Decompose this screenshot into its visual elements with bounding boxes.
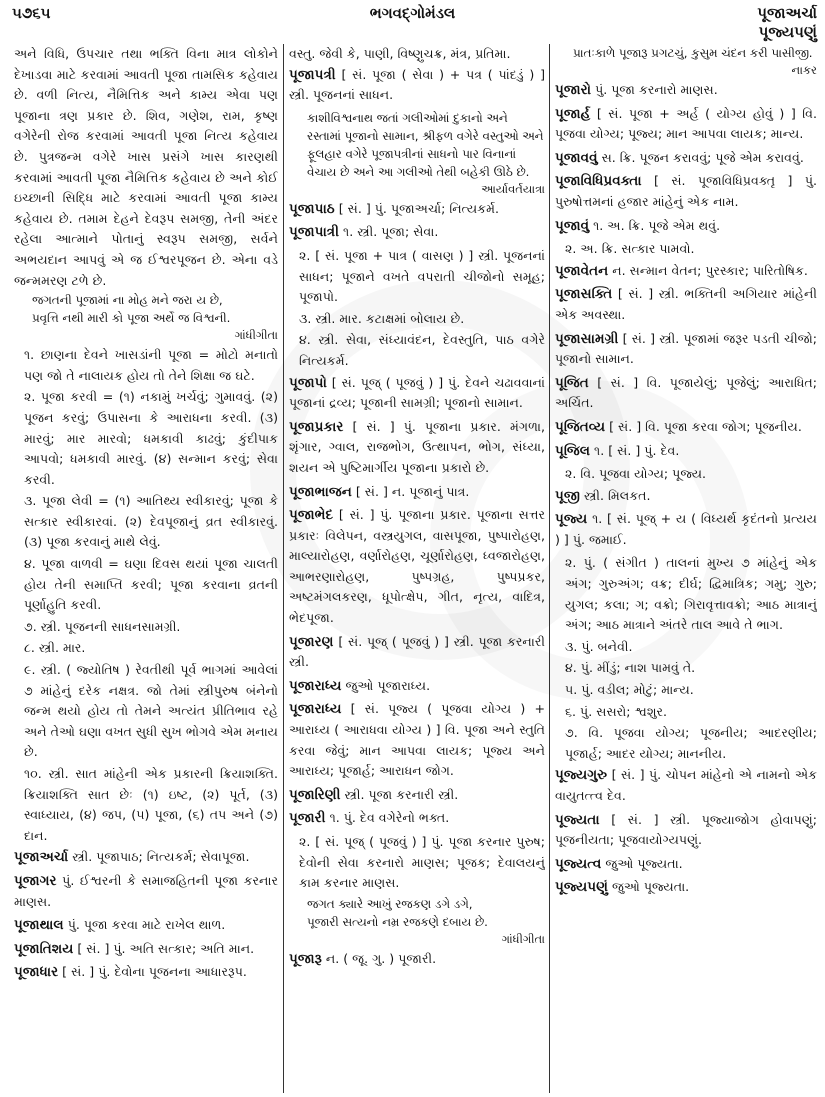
headword: પૂજારો: [555, 82, 592, 98]
sense-definition: ૨. [ સં. પૂજા + પાત્ર ( વાસણ ) ] સ્ત્રી. પૂજનનાં સાધન; પૂજાને વખતે વપરાતી ચીજોનો સમૂહ; પૂજાપો.: [299, 247, 545, 305]
definition-text: [ સં. પૂજ્ય ( પૂજવા યોગ્ય ) + આરાધ્ય ( આરાધવા યોગ્ય ) ] વિ. પૂજા અને સ્તુતિ કરવા જેવું; માન આપવા લાયક; પૂજ્ય અને આરાધ્ય; પૂજાર્હ; આરાધન જોગ.: [289, 701, 545, 779]
sense-definition: ૨. પું. ( સંગીત ) તાલનાં મુખ્ય ૭ માંહેનું એક અંગ; ગુરુઅંગ; વક્ર; દીર્ઘ; દ્વિમાત્રિક; ગમુ; ગુરુ; યુગલ; કલા; ગ; વક્રો; ગિરાવૃત્તાવક્રો; આઠ માત્રાનું અંગ; આઠ માત્રાને અંતરે તાલ આવે તે ભાગ.: [565, 555, 817, 633]
dictionary-entry: [555, 509, 817, 550]
headword: પૂજાથાલ: [14, 917, 64, 934]
headword: પૂજારિણી: [289, 786, 341, 803]
sense-definition: ૨. વિ. પૂજવા યોગ્ય; પૂજ્ય.: [565, 466, 707, 482]
definition-text: [ સં. ] પું. પૂજાઅર્ચા; નિત્યકર્મ.: [338, 200, 499, 216]
dictionary-entry: [555, 417, 817, 438]
headword: પૂજાપત્રી: [289, 66, 336, 83]
quotation-source: ગાંધીગીતા: [501, 931, 545, 946]
dictionary-entry: [555, 148, 817, 169]
dictionary-entry: [289, 676, 545, 697]
sense-definition: ૮. સ્ત્રી. માર.: [24, 640, 86, 656]
definition-text: ન. સન્માન વેતન; પુરસ્કાર; પારિતોષિક.: [612, 262, 808, 278]
headword: પૂજાવેતન: [555, 262, 609, 279]
headword: પૂજાપો: [289, 374, 327, 391]
headword: પૂજાવવું: [555, 149, 598, 166]
quotation-line: પૂજારી સત્યનો નમ્ર રજકણે દબાય છે.: [307, 914, 488, 929]
definition-text: [ સં. પૂજ્ ( પૂજવું ) ] પું. દેવને ચઢાવવાનાં પૂજાનાં દ્રવ્ય; પૂજાની સામગ્રી; પૂજાનો સામાન.: [289, 374, 545, 411]
sense-definition: ૩. પૂજા લેવી = (૧) આતિથ્ય સ્વીકારવું; પૂજા કે સત્કાર સ્વીકારવાં. (૨) દેવપૂજાનું વ્રત સ્વીકારવું. (૩) પૂજા કરવાનું માથે લેવું.: [24, 493, 278, 550]
headword: પૂજાપાત્રી: [289, 224, 340, 241]
dictionary-entry: [289, 949, 545, 970]
definition-text: ૧. અ. ક્રિ. પૂજે એમ થવું.: [593, 217, 721, 233]
dictionary-entry: [555, 80, 817, 101]
sense-definition: ૫. પું. વડીલ; મોટું; માન્ય.: [565, 682, 694, 698]
quotation-source: નાકર: [791, 63, 817, 77]
sense-definition: ૧૦. સ્ત્રી. સાત માંહેની એક પ્રકારની ક્રિયાશક્તિ. ક્રિયાશક્તિ સાત છેઃ (૧) ઇષ્ટ, (૨) પૂર્ત, (૩) સ્વાધ્યાય, (૪) જપ, (૫) પૂજા, (૬) તપ અને (૭) દાન.: [24, 766, 278, 843]
headword: પૂજ્યગુરુ: [555, 767, 608, 784]
headword: પૂજિત: [555, 374, 589, 391]
definition-text: [ સં. ] પું. દેવોના પૂજનના આધારરૂપ.: [62, 964, 247, 980]
headword: પૂજાધાર: [14, 964, 59, 981]
sense-definition: ૩. સ્ત્રી. માર. કટાક્ષમાં બોલાય છે.: [299, 310, 465, 326]
dictionary-entry: [289, 373, 545, 414]
quotation-line: જગતની પૂજામાં ના મોહ મને જરા ય છે,: [32, 293, 223, 308]
dictionary-entry: [555, 329, 817, 370]
definition-text: [ સં. ] સ્ત્રી. પૂજ્યાજોગ હોવાપણું; પૂજનીયતા; પૂજવાયોગ્યપણું.: [555, 811, 817, 848]
headword: પૂજાભાજન: [289, 483, 352, 500]
headword: પૂજાગર: [14, 872, 57, 889]
definition-text: સ્ત્રી. મિલકત.: [583, 487, 651, 503]
quotation-line: પ્રાતઃકાળે પૂજારૂ પ્રગટચું, કુસુમ ચંદન કરી પાસીજી.: [573, 46, 813, 60]
dictionary-entry: [289, 808, 545, 829]
dictionary-entry: [289, 505, 545, 629]
definition-text: સ્ત્રી. પૂજાપાઠ; નિત્યકર્મ; સેવાપૂજા.: [72, 849, 250, 865]
guide-word-last: પૂજ્યપણું: [758, 23, 817, 41]
dictionary-entry: [289, 785, 545, 806]
column-middle: [289, 44, 545, 1093]
definition-text: [ સં. ] સ્ત્રી. પૂજામાં જરૂર પડતી ચીજો; પૂજાનો સામાન.: [555, 330, 817, 367]
headword: પૂજાવિધિપ્રવક્તા: [555, 173, 642, 190]
guide-words: [757, 4, 817, 42]
dictionary-entry: [555, 877, 817, 898]
dictionary-entry: [555, 373, 817, 414]
dictionary-entry: [555, 284, 817, 325]
definition-text: [ સં. ] પું. પૂજાના પ્રકાર. પૂજાના સત્તર પ્રકારઃ વિલેપન, વસ્ત્રયુગલ, વાસપૂજા, પુષ્પારોહણ, માલ્યારોહણ, વર્ણારોહણ, ચૂર્ણારોહણ, ધ્વજારોહણ, આભરણારોહણ, પુષ્પગ્રહ, પુષ્પપ્રકર, અષ્ટમંગલકરણ, ધૂપોત્ક્ષેપ, ગીત, નૃત્ય, વાદિત્ર, ભેદપૂજા.: [289, 507, 545, 626]
dictionary-entry: [555, 854, 817, 875]
column-right: [555, 44, 817, 1093]
dictionary-entry: [289, 417, 545, 479]
definition-text: [ સં. ] પું. પૂજાના પ્રકાર. મંગળા, શૃંગાર, ગ્વાલ, રાજભોગ, ઉત્થાપન, ભોગ, સંધ્યા, શયન એ પુષ્ટિમાર્ગીય પૂજાના પ્રકારો છે.: [289, 418, 545, 475]
definition-text: ૧. [ સં. ] પું. દેવ.: [594, 442, 680, 458]
definition-text: [ સં. પૂજા ( સેવા ) + પત્ર ( પાંદડું ) ] સ્ત્રી. પૂજનનાં સાધન.: [289, 66, 545, 103]
dictionary-entry: [14, 915, 278, 936]
quotation-line: કાશીવિશ્વનાથ જતાં ગલીઓમાં દુકાનો અને રસ્તામાં પૂજાનો સામાન, શ્રીફળ વગેરે વસ્તુઓ અને ફૂલહાર વગેરે પૂજાપત્રીનાં સાધનો પાર વિનાનાં વેચાય છે અને આ ગલીઓ તેથી બહેકી ઊઠે છે.: [307, 110, 544, 179]
definition-text: [ સં. ] વિ. પૂજા કરવા જોગ; પૂજનીય.: [609, 418, 802, 434]
headword: પૂજિલ: [555, 442, 591, 459]
dictionary-entry: [555, 216, 817, 237]
headword: પૂજાસામગ્રી: [555, 330, 619, 347]
quotation-line: પ્રવૃત્તિ નથી મારી કો પૂજા અર્થે જ વિશ્વની.: [32, 311, 231, 326]
definition-text: સ. ક્રિ. પૂજન કરાવવું; પૂજે એમ કરાવવું.: [601, 149, 804, 165]
sense-definition: ૩. પું. બનેવી.: [565, 638, 633, 654]
headword: પૂજી: [555, 487, 580, 504]
column-left: [14, 44, 278, 1093]
sense-definition: ૪. પું. મીંડું; નાશ પામવું તે.: [565, 660, 696, 676]
headword: પૂજારાધ્ય: [289, 701, 342, 718]
headword: પૂજાપાઠ: [289, 200, 335, 217]
definition-text: જુઓ પૂજ્યતા.: [611, 879, 690, 895]
dictionary-entry: [289, 482, 545, 503]
dictionary-entry: [555, 441, 817, 462]
headword: પૂજારાધ્ય: [289, 677, 342, 694]
dictionary-entry: [555, 810, 817, 851]
headword: પૂજાવું: [555, 217, 590, 234]
column-divider: [549, 44, 550, 1093]
sense-definition: ૧. છાણના દેવને ખાસડાંની પૂજા = મોટો મનાતો પણ જો તે નાલાયક હોય તો તેને શિક્ષા જ ઘટે.: [24, 347, 278, 383]
page-header: [0, 0, 825, 46]
continuation-text: વસ્તુ. જેવી કે, પાણી, વિષ્ણુચક્ર, મંત્ર, પ્રતિમા.: [289, 46, 511, 61]
headword: પૂજ્ય: [555, 511, 588, 528]
dictionary-entry: [14, 962, 278, 983]
quotation-line: જગત ક્યારે આખું રજકણ ડગે ડગે,: [307, 896, 473, 911]
headword: પૂજિતવ્ય: [555, 418, 606, 435]
definition-text: [ સં. ] વિ. પૂજાયેલું; પૂજેલું; આરાધિત; અર્ચિત.: [555, 374, 817, 411]
headword: પૂજાતિશય: [14, 940, 74, 957]
sense-definition: ૨. પૂજા કરવી = (૧) નકામું ખર્ચવું; ગુમાવવું. (૨) પૂજન કરવું; ઉપાસના કે આરાધના કરવી. (૩) મારવું; માર મારવો; ધમકાવી કાઢવું; કુંદીપાક આપવો; ધમકાવી મારવું. (૪) સન્માન કરવું; સેવા કરવી.: [24, 389, 278, 487]
definition-text: જુઓ પૂજારાધ્ય.: [345, 677, 431, 693]
column-divider: [283, 44, 284, 1093]
headword: પૂજાપ્રકાર: [289, 418, 344, 435]
definition-text: પું. પૂજા કરનારો માણસ.: [595, 82, 718, 97]
headword: પૂજાસક્તિ: [555, 286, 613, 303]
dictionary-entry: [289, 222, 545, 243]
headword: પૂજાર્હ: [555, 105, 591, 122]
sense-definition: ૨. અ. ક્રિ. સત્કાર પામવો.: [565, 241, 695, 257]
dictionary-entry: [555, 104, 817, 145]
sense-definition: ૯. સ્ત્રી. ( જ્યોતિષ ) રેવતીથી પૂર્વ ભાગમાં આવેલાં ૭ માંહેનું દરેક નક્ષત્ર. જો તેમાં સ્ત્રીપુરુષ બંનેનો જન્મ થયો હોય તો તેમને અત્યંત પ્રીતિભાવ રહે અને તેઓ ઘણા વખત સુધી સુખ ભોગવે એમ મનાય છે.: [24, 662, 278, 760]
definition-text: પું. ઈશ્વરની કે સમાજહિતની પૂજા કરનાર માણસ.: [14, 872, 278, 909]
dictionary-entry: [555, 765, 817, 806]
sense-definition: ૪. સ્ત્રી. સેવા, સંધ્યાવંદન, દેવસ્તુતિ, પાઠ વગેરે નિત્યકર્મ.: [299, 332, 545, 368]
headword: પૂજારણ: [289, 633, 334, 650]
definition-text: જુઓ પૂજ્યતા.: [605, 855, 683, 871]
sense-definition: ૬. પું. સસરો; શ્વશુર.: [565, 703, 668, 719]
headword: પૂજ્યપણું: [555, 879, 608, 896]
definition-text: [ સં. ] પું. ચોપન માંહેનો એ નામનો એક વાયુતત્ત્વ દેવ.: [555, 767, 817, 803]
definition-text: [ સં. પૂજ્ ( પૂજવું ) ] સ્ત્રી. પૂજા કરનારી સ્ત્રી.: [289, 633, 545, 670]
definition-text: [ સં. ] પું. અતિ સત્કાર; અતિ માન.: [77, 940, 255, 956]
sense-definition: ૪. પૂજા વાળવી = ઘણા દિવસ થયાં પૂજા ચાલતી હોય તેની સમાપ્તિ કરવી; પૂજા કરવાના વ્રતની પૂર્ણાહુતિ કરવી.: [24, 556, 278, 613]
definition-text: [ સં. ] સ્ત્રી. ભક્તિની અગિયાર માંહેની એક અવસ્થા.: [555, 286, 817, 322]
dictionary-entry: [289, 632, 545, 673]
dictionary-entry: [555, 261, 817, 282]
continuation-text: અને વિધિ, ઉપચાર તથા ભક્તિ વિના માત્ર લોકોને દેખાડવા માટે કરવામાં આવતી પૂજા તામસિક કહેવાય છે. વળી નિત્ય, નૈમિત્તિક અને કામ્ય એવા પણ પૂજાના ત્રણ પ્રકાર છે. શિવ, ગણેશ, રામ, કૃષ્ણ વગેરેની રોજ કરવામાં આવતી પૂજા નિત્ય કહેવાય છે. પુત્રજન્મ વગેરે ખાસ પ્રસંગે ખાસ કારણથી કરવામાં આવતી પૂજા નૈમિત્તિક કહેવાય છે અને કોઈ ઇચ્છાની સિદ્ધિ માટે કરવામાં આવતી પૂજા કામ્ય કહેવાય છે. તમામ દેહને દેવરૂપ સમજી, તેની અંદર રહેલા આત્માને પોતાનું સ્વરૂપ સમજી, સર્વને અભયદાન આપવું એ જ ઈશ્વરપૂજન છે. એના વડે જન્મમરણ ટળે છે.: [14, 46, 278, 288]
sense-definition: ૨. [ સં. પૂજ્ ( પૂજવું ) ] પું. પૂજા કરનાર પુરુષ; દેવોની સેવા કરનારો માણસ; પૂજક; દેવાલયનું કામ કરનાર માણસ.: [299, 834, 545, 891]
dictionary-entry: [289, 199, 545, 220]
sense-definition: ૭. વિ. પૂજવા યોગ્ય; પૂજનીય; આદરણીય; પૂજાર્હ; આદર યોગ્ય; માનનીય.: [565, 725, 817, 761]
sense-definition: ૭. સ્ત્રી. પૂજનની સાધનસામગ્રી.: [24, 618, 181, 634]
definition-text: ૧. સ્ત્રી. પૂજા; સેવા.: [343, 224, 439, 240]
headword: પૂજાભેદ: [289, 507, 334, 524]
definition-text: [ સં. ] ન. પૂજાનું પાત્ર.: [355, 483, 470, 499]
quotation-source: આર્યાવર્તયાત્રા: [481, 181, 545, 196]
headword: પૂજ્યત્વ: [555, 855, 602, 872]
page-number: ૫૭૬૫: [12, 4, 51, 22]
dictionary-entry: [555, 171, 817, 212]
headword: પૂજ્યતા: [555, 811, 600, 828]
dictionary-entry: [14, 871, 278, 912]
definition-text: ૧. [ સં. પૂજ્ + ય ( વિધ્યર્થ કૃદંતનો પ્રત્યય ) ] પું. જમાઈ.: [555, 511, 817, 547]
definition-text: સ્ત્રી. પૂજા કરનારી સ્ત્રી.: [344, 786, 459, 802]
guide-word-first: પૂજાઅર્ચા: [757, 4, 817, 22]
dictionary-entry: [289, 699, 545, 781]
dictionary-entry: [555, 486, 817, 507]
definition-text: [ સં. પૂજા + અર્હ ( યોગ્ય હોવું ) ] વિ. પૂજવા યોગ્ય; પૂજ્ય; માન આપવા લાયક; માન્ય.: [555, 105, 817, 142]
definition-text: પું. પૂજા કરવા માટે રાખેલ થાળ.: [67, 917, 226, 933]
dictionary-entry: [289, 65, 545, 106]
running-title: ભગવદ્ગોમંડલ: [369, 4, 456, 22]
dictionary-entry: [14, 939, 278, 960]
headword: પૂજારૂ: [289, 950, 322, 967]
definition-text: [ સં. પૂજાવિધિપ્રવક્તૃ ] પું. પુરુષોત્તમનાં હજાર માંહેનું એક નામ.: [555, 173, 817, 209]
definition-text: ન. ( જૂ. ગુ. ) પૂજારી.: [325, 950, 437, 966]
definition-text: ૧. પું. દેવ વગેરેનો ભક્ત.: [329, 810, 450, 826]
quotation-source: ગાંધીગીતા: [234, 328, 278, 343]
headword: પૂજારી: [289, 810, 326, 827]
headword: પૂજાઅર્ચા: [14, 849, 69, 866]
dictionary-entry: [14, 847, 278, 868]
